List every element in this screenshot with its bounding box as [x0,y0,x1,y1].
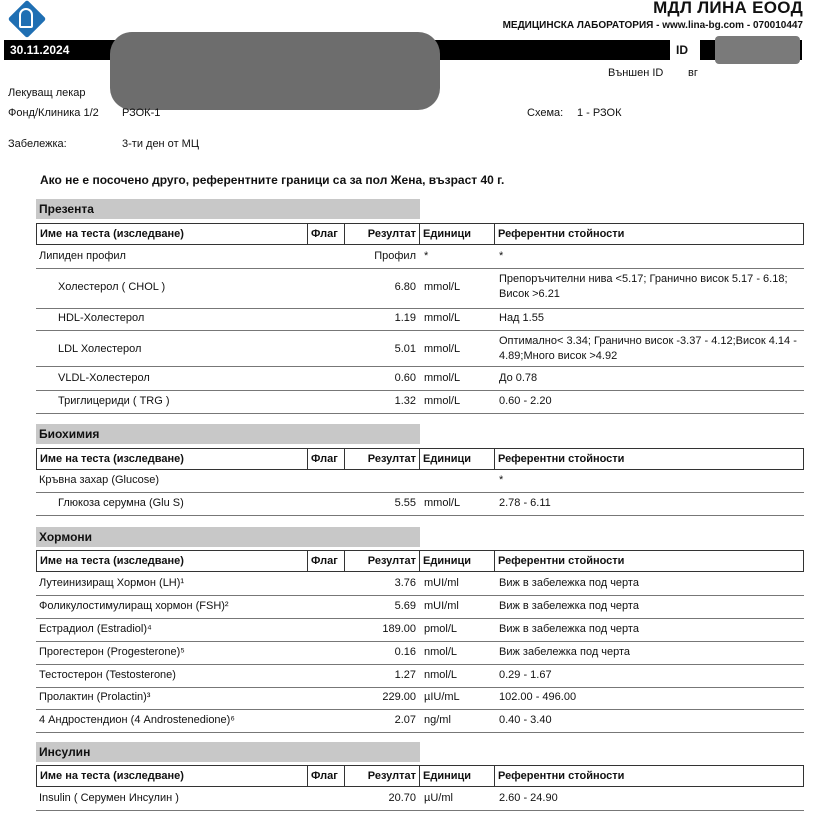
test-name: Триглицериди ( TRG ) [58,395,170,407]
result-row [36,577,804,596]
test-reference: 102.00 - 496.00 [499,691,577,703]
external-id-label: Външен ID [608,67,664,79]
lab-name: МДЛ ЛИНА ЕООД [653,0,803,17]
test-name: 4 Андростендион (4 Androstenedione)⁶ [39,714,235,726]
col-result: Резултат [345,551,420,572]
test-result: 5.01 [394,343,416,355]
col-name: Име на теста (изследване) [37,766,308,787]
test-name: Кръвна захар (Glucose) [39,474,160,486]
test-reference: Над 1.55 [499,312,544,324]
col-flag: Флаг [308,224,345,245]
col-reference: Референтни стойности [495,551,804,572]
column-header-insulin [36,765,804,787]
col-name: Име на теста (изследване) [37,449,308,470]
result-row [36,600,804,619]
col-reference: Референтни стойности [495,766,804,787]
test-reference: Препоръчителни нива <5.17; Гранично висок 5.17 - 6.18; Висок >6.21 [499,273,788,300]
id-label: ID [676,43,688,57]
test-name: Insulin ( Серумен Инсулин ) [39,792,179,804]
test-units: mmol/L [424,312,461,324]
result-row [36,372,804,391]
result-row [36,623,804,642]
column-header-hormones [36,550,804,572]
test-units: nmol/L [424,669,458,681]
col-units: Единици [420,449,495,470]
test-name: Фоликулостимулиращ хормон (FSH)² [39,600,229,612]
section-title-lipid: Презента [36,199,420,219]
col-result: Резултат [345,224,420,245]
col-result: Резултат [345,449,420,470]
test-reference: Оптимално< 3.34; Гранично висок -3.37 - 4.12;Висок 4.14 - 4.89;Много висок >4.92 [499,335,797,362]
test-units: µIU/mL [424,691,460,703]
test-result: 5.69 [394,600,416,612]
test-result: 6.80 [394,281,416,293]
col-reference: Референтни стойности [495,449,804,470]
test-reference: Виж в забележка под черта [499,577,639,589]
test-units: ng/ml [424,714,451,726]
report-date: 30.11.2024 [10,43,70,57]
test-result: 189.00 [382,623,416,635]
col-units: Единици [420,224,495,245]
test-name: Липиден профил [39,250,126,262]
result-row [36,646,804,665]
test-result: 2.07 [394,714,416,726]
col-flag: Флаг [308,449,345,470]
test-name: Лутеинизиращ Хормон (LH)¹ [39,577,185,589]
column-header-biochem [36,448,804,470]
test-units: mUI/ml [424,600,459,612]
redacted-id [715,36,800,64]
result-row [36,312,804,331]
fund-label: Фонд/Клиника 1/2 [8,107,99,119]
result-row [36,714,804,733]
col-name: Име на теста (изследване) [37,224,308,245]
test-units: mmol/L [424,372,461,384]
result-row [36,334,804,367]
test-name: Глюкоза серумна (Glu S) [58,497,184,509]
group-row [36,474,804,493]
section-title-biochem: Биохимия [36,424,420,444]
scheme-value: 1 - РЗОК [577,107,622,119]
test-units: µU/ml [424,792,453,804]
test-reference: 0.40 - 3.40 [499,714,552,726]
test-units: mmol/L [424,343,461,355]
test-reference: Виж в забележка под черта [499,623,639,635]
test-units: pmol/L [424,623,458,635]
test-reference: * [499,250,504,262]
result-row [36,792,804,811]
test-name: HDL-Холестерол [58,312,145,324]
microscope-icon [19,8,33,28]
test-reference: Виж забележка под черта [499,646,631,658]
test-units: nmol/L [424,646,458,658]
test-name: VLDL-Холестерол [58,372,150,384]
group-row [36,250,804,269]
test-name: Холестерол ( CHOL ) [58,281,166,293]
col-name: Име на теста (изследване) [37,551,308,572]
column-header-lipid [36,223,804,245]
test-reference: 2.78 - 6.11 [499,497,551,509]
test-reference: 2.60 - 24.90 [499,792,558,804]
col-result: Резултат [345,766,420,787]
section-title-hormones: Хормони [36,527,420,547]
test-result: 3.76 [394,577,416,589]
test-name: Тестостерон (Testosterone) [39,669,176,681]
test-units: * [424,250,429,262]
result-row [36,272,804,309]
fund-value: РЗОК-1 [122,107,161,119]
test-result: Профил [374,250,416,262]
test-result: 1.32 [394,395,416,407]
test-name: Пролактин (Prolactin)³ [39,691,151,703]
test-units: mmol/L [424,395,461,407]
col-flag: Флаг [308,551,345,572]
test-reference: Виж в забележка под черта [499,600,639,612]
test-reference: 0.60 - 2.20 [499,395,552,407]
col-units: Единици [420,766,495,787]
reference-note: Ако не е посочено друго, референтните граници са за пол Жена, възраст 40 г. [40,173,505,187]
section-title-insulin: Инсулин [36,742,420,762]
col-units: Единици [420,551,495,572]
test-result: 1.27 [394,669,416,681]
test-name: LDL Холестерол [58,343,142,355]
test-units: mmol/L [424,497,461,509]
test-result: 0.60 [394,372,416,384]
note-label: Забележка: [8,138,67,150]
result-row [36,691,804,710]
test-result: 20.70 [388,792,416,804]
scheme-label: Схема: [527,107,564,119]
note-value: 3-ти ден от МЦ [122,138,199,150]
result-row [36,669,804,688]
test-reference: 0.29 - 1.67 [499,669,552,681]
test-result: 1.19 [394,312,416,324]
external-id-suffix: вг [688,67,698,79]
col-flag: Флаг [308,766,345,787]
test-units: mmol/L [424,281,461,293]
doctor-label: Лекуващ лекар [8,87,86,99]
lab-subtitle: МЕДИЦИНСКА ЛАБОРАТОРИЯ - www.lina-bg.com - 070010447 [502,20,803,31]
test-reference: До 0.78 [499,372,538,384]
test-reference: * [499,474,504,486]
test-result: 0.16 [394,646,416,658]
test-result: 229.00 [382,691,416,703]
col-reference: Референтни стойности [495,224,804,245]
test-name: Прогестерон (Progesterone)⁵ [39,646,185,658]
result-row [36,395,804,414]
test-name: Естрадиол (Estradiol)⁴ [39,623,152,635]
test-units: mUI/ml [424,577,459,589]
test-result: 5.55 [394,497,416,509]
result-row [36,497,804,516]
redacted-patient-name [110,32,440,110]
